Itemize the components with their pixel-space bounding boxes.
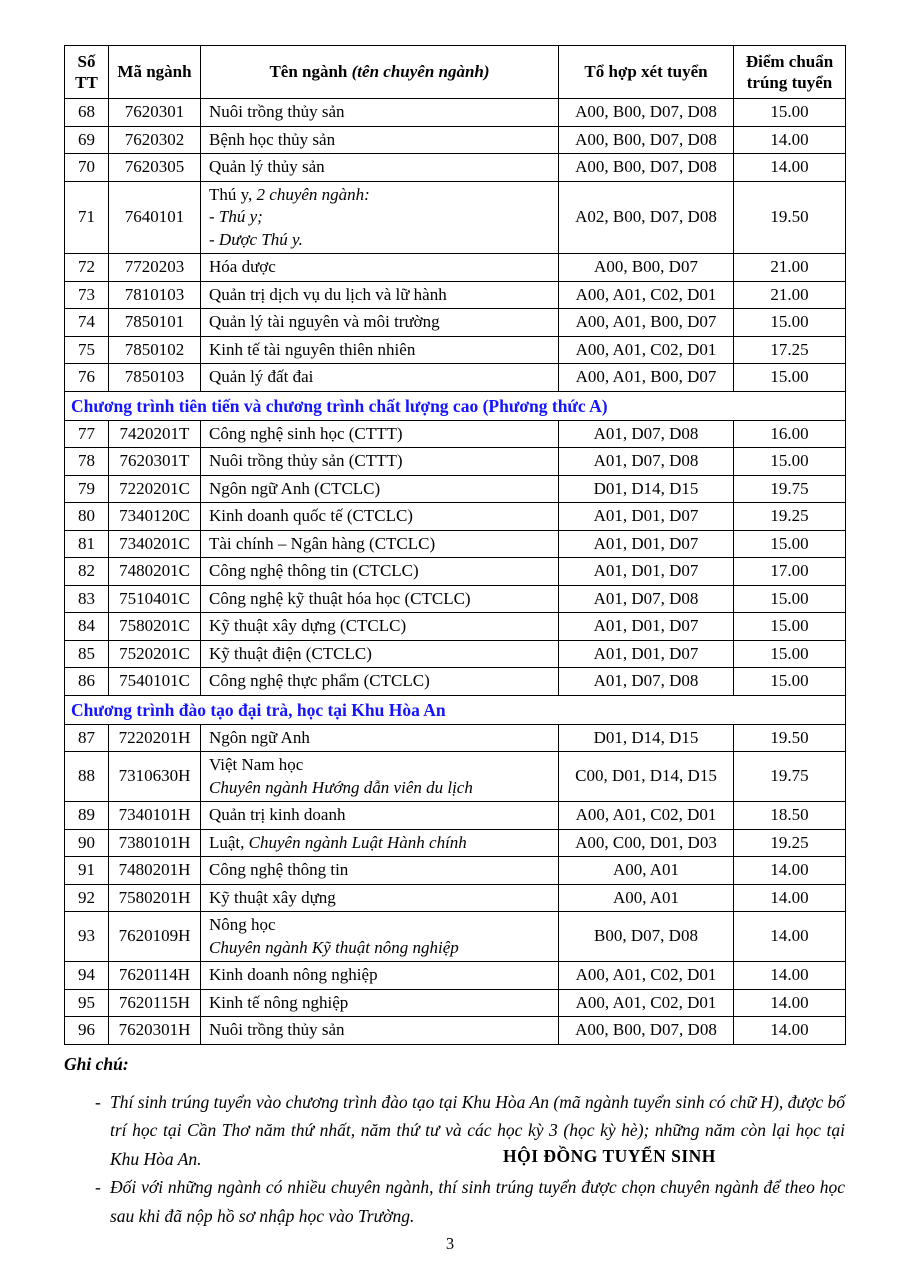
cell-stt: 85: [65, 640, 109, 668]
cell-to-hop: D01, D14, D15: [559, 724, 734, 752]
cell-diem-chuan: 18.50: [734, 802, 846, 830]
table-row: [65, 530, 846, 558]
table-row: [65, 364, 846, 392]
cell-ten-nganh: [201, 448, 559, 476]
table-row: [65, 884, 846, 912]
cell-diem-chuan: 19.25: [734, 829, 846, 857]
cell-ten-nganh: [201, 613, 559, 641]
cell-stt: 78: [65, 448, 109, 476]
cell-ten-nganh-line: Hóa dược: [209, 257, 276, 276]
table-row: [65, 281, 846, 309]
note-item: [64, 1088, 845, 1174]
cell-ten-nganh: [201, 724, 559, 752]
cell-stt: 82: [65, 558, 109, 586]
cell-ten-nganh: [201, 420, 559, 448]
cell-ten-nganh: [201, 857, 559, 885]
cell-ten-nganh-line: Công nghệ kỹ thuật hóa học (CTCLC): [209, 588, 471, 608]
cell-ten-nganh: [201, 558, 559, 586]
table-row: [65, 99, 846, 127]
cell-to-hop: A00, A01: [559, 884, 734, 912]
cell-stt: 79: [65, 475, 109, 503]
cell-diem-chuan: 17.00: [734, 558, 846, 586]
page-number: 3: [445, 1234, 455, 1253]
cell-ten-nganh-line: - Dược Thú y.: [209, 229, 303, 249]
cell-ten-nganh: [201, 154, 559, 182]
cell-to-hop: A00, B00, D07, D08: [559, 99, 734, 127]
cell-to-hop: A01, D07, D08: [559, 448, 734, 476]
cell-to-hop: B00, D07, D08: [559, 912, 734, 962]
signature-council: HỘI ĐỒNG TUYỂN SINH: [503, 1146, 716, 1166]
cell-to-hop: A01, D07, D08: [559, 668, 734, 696]
cell-ten-nganh-line: Bệnh học thủy sản: [209, 129, 336, 149]
cell-stt: 75: [65, 336, 109, 364]
cell-stt: 90: [65, 829, 109, 857]
cell-stt: 86: [65, 668, 109, 696]
cell-ten-nganh-line: Quản trị kinh doanh: [209, 805, 346, 824]
cell-ten-nganh-line: Tài chính – Ngân hàng (CTCLC): [209, 533, 436, 553]
cell-ten-nganh-line: Nông học: [209, 915, 276, 934]
cell-stt: 92: [65, 884, 109, 912]
cell-ten-nganh: [201, 309, 559, 337]
cell-ma-nganh: 7620301T: [109, 448, 201, 476]
cell-ma-nganh: 7850103: [109, 364, 201, 392]
table-row: [65, 475, 846, 503]
cell-ten-nganh-line: - Thú y;: [209, 207, 263, 226]
cell-ten-nganh-line: Quản trị dịch vụ du lịch và lữ hành: [209, 284, 447, 304]
cell-diem-chuan: 14.00: [734, 962, 846, 990]
cell-stt: 69: [65, 126, 109, 154]
cell-diem-chuan: 19.75: [734, 752, 846, 802]
table-row: [65, 724, 846, 752]
cell-stt: 96: [65, 1017, 109, 1045]
table-row: [65, 336, 846, 364]
cell-diem-chuan: 19.75: [734, 475, 846, 503]
cell-stt: 93: [65, 912, 109, 962]
cell-ten-nganh-line: Quản lý tài nguyên và môi trường: [209, 312, 440, 331]
cell-diem-chuan: 17.25: [734, 336, 846, 364]
cell-ten-nganh-line: Chuyên ngành Hướng dẫn viên du lịch: [209, 777, 473, 797]
table-row: [65, 420, 846, 448]
col-header-stt: Số TT: [65, 46, 109, 99]
cell-to-hop: A00, A01, C02, D01: [559, 962, 734, 990]
cell-ma-nganh: 7850101: [109, 309, 201, 337]
col-header-diem-chuan: Điểm chuẩn trúng tuyển: [734, 46, 846, 99]
cell-to-hop: A01, D01, D07: [559, 613, 734, 641]
cell-ten-nganh-line: Ngôn ngữ Anh: [209, 727, 310, 747]
cell-ma-nganh: 7620114H: [109, 962, 201, 990]
cell-ten-nganh-line: Ngôn ngữ Anh (CTCLC): [209, 478, 381, 498]
table-row: [65, 912, 846, 962]
cell-to-hop: A00, A01, C02, D01: [559, 336, 734, 364]
cell-ma-nganh: 7720203: [109, 254, 201, 282]
table-row: [65, 752, 846, 802]
cell-ten-nganh: [201, 1017, 559, 1045]
cell-ma-nganh: 7520201C: [109, 640, 201, 668]
cell-to-hop: A00, A01: [559, 857, 734, 885]
cell-diem-chuan: 15.00: [734, 613, 846, 641]
cell-ma-nganh: 7340120C: [109, 503, 201, 531]
cell-to-hop: A01, D01, D07: [559, 530, 734, 558]
table-row: [65, 558, 846, 586]
cell-diem-chuan: 14.00: [734, 1017, 846, 1045]
cell-stt: 76: [65, 364, 109, 392]
cell-diem-chuan: 15.00: [734, 99, 846, 127]
table-row: [65, 181, 846, 254]
cell-ten-nganh-line: Công nghệ thực phẩm (CTCLC): [209, 671, 430, 690]
table-row: [65, 585, 846, 613]
cell-ma-nganh: 7640101: [109, 181, 201, 254]
cell-ten-nganh-line: Công nghệ thông tin (CTCLC): [209, 561, 419, 580]
cell-ma-nganh: 7380101H: [109, 829, 201, 857]
cell-to-hop: A00, C00, D01, D03: [559, 829, 734, 857]
cell-ma-nganh: 7620305: [109, 154, 201, 182]
cell-ma-nganh: 7540101C: [109, 668, 201, 696]
cell-ten-nganh-line: Kỹ thuật điện (CTCLC): [209, 643, 372, 663]
cell-to-hop: A02, B00, D07, D08: [559, 181, 734, 254]
cell-stt: 94: [65, 962, 109, 990]
cell-ten-nganh-line: Kinh tế tài nguyên thiên nhiên: [209, 339, 416, 359]
cell-ten-nganh-line: Kinh tế nông nghiệp: [209, 992, 349, 1012]
cell-to-hop: A00, A01, C02, D01: [559, 802, 734, 830]
cell-ma-nganh: 7620302: [109, 126, 201, 154]
cell-ten-nganh: [201, 530, 559, 558]
cell-diem-chuan: 15.00: [734, 364, 846, 392]
cell-ten-nganh-line: Quản lý thủy sản: [209, 157, 325, 176]
notes-list: [64, 1088, 845, 1231]
cell-ten-nganh: [201, 640, 559, 668]
cell-ten-nganh: [201, 181, 559, 254]
cell-ma-nganh: 7620301: [109, 99, 201, 127]
table-row: [65, 309, 846, 337]
cell-ten-nganh-line: Nuôi trồng thủy sản: [209, 102, 345, 121]
cell-ma-nganh: 7580201C: [109, 613, 201, 641]
cell-ten-nganh-line: Nuôi trồng thủy sản (CTTT): [209, 451, 403, 470]
cell-to-hop: A01, D01, D07: [559, 640, 734, 668]
cell-stt: 68: [65, 99, 109, 127]
cell-stt: 89: [65, 802, 109, 830]
cell-ten-nganh: [201, 829, 559, 857]
cell-ten-nganh: [201, 802, 559, 830]
cell-diem-chuan: 14.00: [734, 126, 846, 154]
cell-ten-nganh-line: Công nghệ thông tin: [209, 860, 349, 879]
cell-ma-nganh: 7220201H: [109, 724, 201, 752]
cell-ten-nganh-line: Quản lý đất đai: [209, 367, 314, 386]
section-header-row: [65, 391, 846, 420]
table-row: [65, 962, 846, 990]
cell-to-hop: A00, B00, D07, D08: [559, 126, 734, 154]
table-row: [65, 989, 846, 1017]
cell-stt: 71: [65, 181, 109, 254]
cell-ten-nganh-line: Chuyên ngành Kỹ thuật nông nghiệp: [209, 937, 459, 957]
note-dash: -: [95, 1177, 101, 1197]
cell-ma-nganh: 7420201T: [109, 420, 201, 448]
cell-ten-nganh: [201, 364, 559, 392]
col-header-to-hop: Tổ hợp xét tuyển: [559, 46, 734, 99]
note-dash: -: [95, 1091, 101, 1112]
table-row: [65, 857, 846, 885]
cell-ten-nganh-line: Việt Nam học: [209, 755, 304, 774]
cell-stt: 87: [65, 724, 109, 752]
cell-ten-nganh-line: Nuôi trồng thủy sản: [209, 1020, 345, 1039]
cell-ten-nganh-line: Kinh doanh nông nghiệp: [209, 965, 378, 984]
cell-stt: 70: [65, 154, 109, 182]
cell-ma-nganh: 7310630H: [109, 752, 201, 802]
cell-ten-nganh: [201, 126, 559, 154]
cell-ma-nganh: 7510401C: [109, 585, 201, 613]
cell-stt: 88: [65, 752, 109, 802]
cell-stt: 83: [65, 585, 109, 613]
cell-to-hop: A01, D07, D08: [559, 585, 734, 613]
cell-diem-chuan: 15.00: [734, 309, 846, 337]
cell-stt: 74: [65, 309, 109, 337]
section-header-label: Chương trình đào tạo đại trà, học tại Khu Hòa An: [65, 695, 846, 724]
cell-ma-nganh: 7580201H: [109, 884, 201, 912]
cell-ten-nganh: [201, 989, 559, 1017]
cell-ten-nganh-line: Công nghệ sinh học (CTTT): [209, 423, 403, 443]
cell-diem-chuan: 16.00: [734, 420, 846, 448]
cell-to-hop: A01, D07, D08: [559, 420, 734, 448]
cell-ten-nganh: [201, 912, 559, 962]
note-text: Thí sinh trúng tuyển vào chương trình đào tạo tại Khu Hòa An (mã ngành tuyển sinh có chữ H), được bố trí học tại Cần Thơ năm thứ nhất, năm thứ tư và các học kỳ 3 (học kỳ hè); những năm còn lại học tại Khu Hòa An.: [110, 1091, 845, 1169]
cell-ten-nganh-line: Kinh doanh quốc tế (CTCLC): [209, 506, 413, 525]
cell-to-hop: A00, A01, B00, D07: [559, 309, 734, 337]
table-row: [65, 668, 846, 696]
section-header-row: [65, 695, 846, 724]
cell-stt: 84: [65, 613, 109, 641]
table-header-row: [65, 46, 846, 99]
cell-stt: 73: [65, 281, 109, 309]
cell-stt: 80: [65, 503, 109, 531]
table-row: [65, 503, 846, 531]
cell-ten-nganh: [201, 884, 559, 912]
cell-stt: 95: [65, 989, 109, 1017]
cell-diem-chuan: 15.00: [734, 668, 846, 696]
cell-ma-nganh: 7220201C: [109, 475, 201, 503]
cell-to-hop: A00, B00, D07: [559, 254, 734, 282]
cell-ten-nganh: [201, 585, 559, 613]
cell-diem-chuan: 19.50: [734, 181, 846, 254]
cell-diem-chuan: 14.00: [734, 154, 846, 182]
cell-ma-nganh: 7480201H: [109, 857, 201, 885]
admission-score-table: [64, 45, 846, 1045]
table-row: [65, 829, 846, 857]
cell-to-hop: A00, A01, C02, D01: [559, 281, 734, 309]
cell-ten-nganh: [201, 99, 559, 127]
cell-ten-nganh-line: Kỹ thuật xây dựng (CTCLC): [209, 616, 407, 635]
cell-ten-nganh: [201, 503, 559, 531]
table-row: [65, 254, 846, 282]
cell-to-hop: A00, B00, D07, D08: [559, 1017, 734, 1045]
cell-diem-chuan: 14.00: [734, 989, 846, 1017]
table-row: [65, 448, 846, 476]
cell-ma-nganh: 7480201C: [109, 558, 201, 586]
table-row: [65, 1017, 846, 1045]
cell-ten-nganh: [201, 336, 559, 364]
section-header-label: Chương trình tiên tiến và chương trình chất lượng cao (Phương thức A): [65, 391, 846, 420]
notes-label: Ghi chú:: [64, 1053, 129, 1074]
table-row: [65, 126, 846, 154]
col-header-ten-nganh-main: Tên ngành: [269, 62, 352, 82]
cell-diem-chuan: 14.00: [734, 884, 846, 912]
cell-ten-nganh: [201, 668, 559, 696]
table-row: [65, 640, 846, 668]
cell-ten-nganh-line: Luật, Chuyên ngành Luật Hành chính: [209, 832, 467, 852]
cell-ten-nganh-line: Thú y, 2 chuyên ngành:: [209, 184, 370, 204]
cell-diem-chuan: 15.00: [734, 585, 846, 613]
cell-to-hop: A01, D01, D07: [559, 503, 734, 531]
cell-diem-chuan: 19.50: [734, 724, 846, 752]
col-header-ma-nganh: Mã ngành: [109, 46, 201, 99]
cell-ma-nganh: 7620301H: [109, 1017, 201, 1045]
cell-stt: 72: [65, 254, 109, 282]
cell-ten-nganh: [201, 281, 559, 309]
cell-ma-nganh: 7340101H: [109, 802, 201, 830]
cell-diem-chuan: 15.00: [734, 448, 846, 476]
cell-to-hop: C00, D01, D14, D15: [559, 752, 734, 802]
note-item: [64, 1173, 845, 1230]
cell-stt: 81: [65, 530, 109, 558]
cell-ma-nganh: 7620115H: [109, 989, 201, 1017]
table-header: [65, 46, 846, 99]
cell-to-hop: D01, D14, D15: [559, 475, 734, 503]
cell-ten-nganh: [201, 962, 559, 990]
cell-ma-nganh: 7620109H: [109, 912, 201, 962]
cell-diem-chuan: 14.00: [734, 912, 846, 962]
cell-ma-nganh: 7810103: [109, 281, 201, 309]
table-row: [65, 154, 846, 182]
table-row: [65, 613, 846, 641]
cell-ten-nganh: [201, 254, 559, 282]
col-header-ten-nganh: [201, 46, 559, 99]
cell-to-hop: A00, A01, B00, D07: [559, 364, 734, 392]
cell-diem-chuan: 19.25: [734, 503, 846, 531]
cell-to-hop: A00, A01, C02, D01: [559, 989, 734, 1017]
cell-ten-nganh-line: Kỹ thuật xây dựng: [209, 887, 336, 907]
cell-to-hop: A01, D01, D07: [559, 558, 734, 586]
cell-ma-nganh: 7340201C: [109, 530, 201, 558]
cell-diem-chuan: 14.00: [734, 857, 846, 885]
cell-ten-nganh: [201, 475, 559, 503]
cell-ten-nganh: [201, 752, 559, 802]
cell-diem-chuan: 15.00: [734, 640, 846, 668]
note-text: Đối với những ngành có nhiều chuyên ngành, thí sinh trúng tuyển được chọn chuyên ngành để theo học sau khi đã nộp hồ sơ nhập học vào Trường.: [110, 1177, 845, 1226]
cell-diem-chuan: 21.00: [734, 281, 846, 309]
cell-to-hop: A00, B00, D07, D08: [559, 154, 734, 182]
cell-stt: 91: [65, 857, 109, 885]
col-header-ten-nganh-italic: (tên chuyên ngành): [351, 62, 490, 82]
cell-ma-nganh: 7850102: [109, 336, 201, 364]
cell-diem-chuan: 21.00: [734, 254, 846, 282]
table-body: [65, 99, 846, 1045]
cell-diem-chuan: 15.00: [734, 530, 846, 558]
cell-stt: 77: [65, 420, 109, 448]
table-row: [65, 802, 846, 830]
